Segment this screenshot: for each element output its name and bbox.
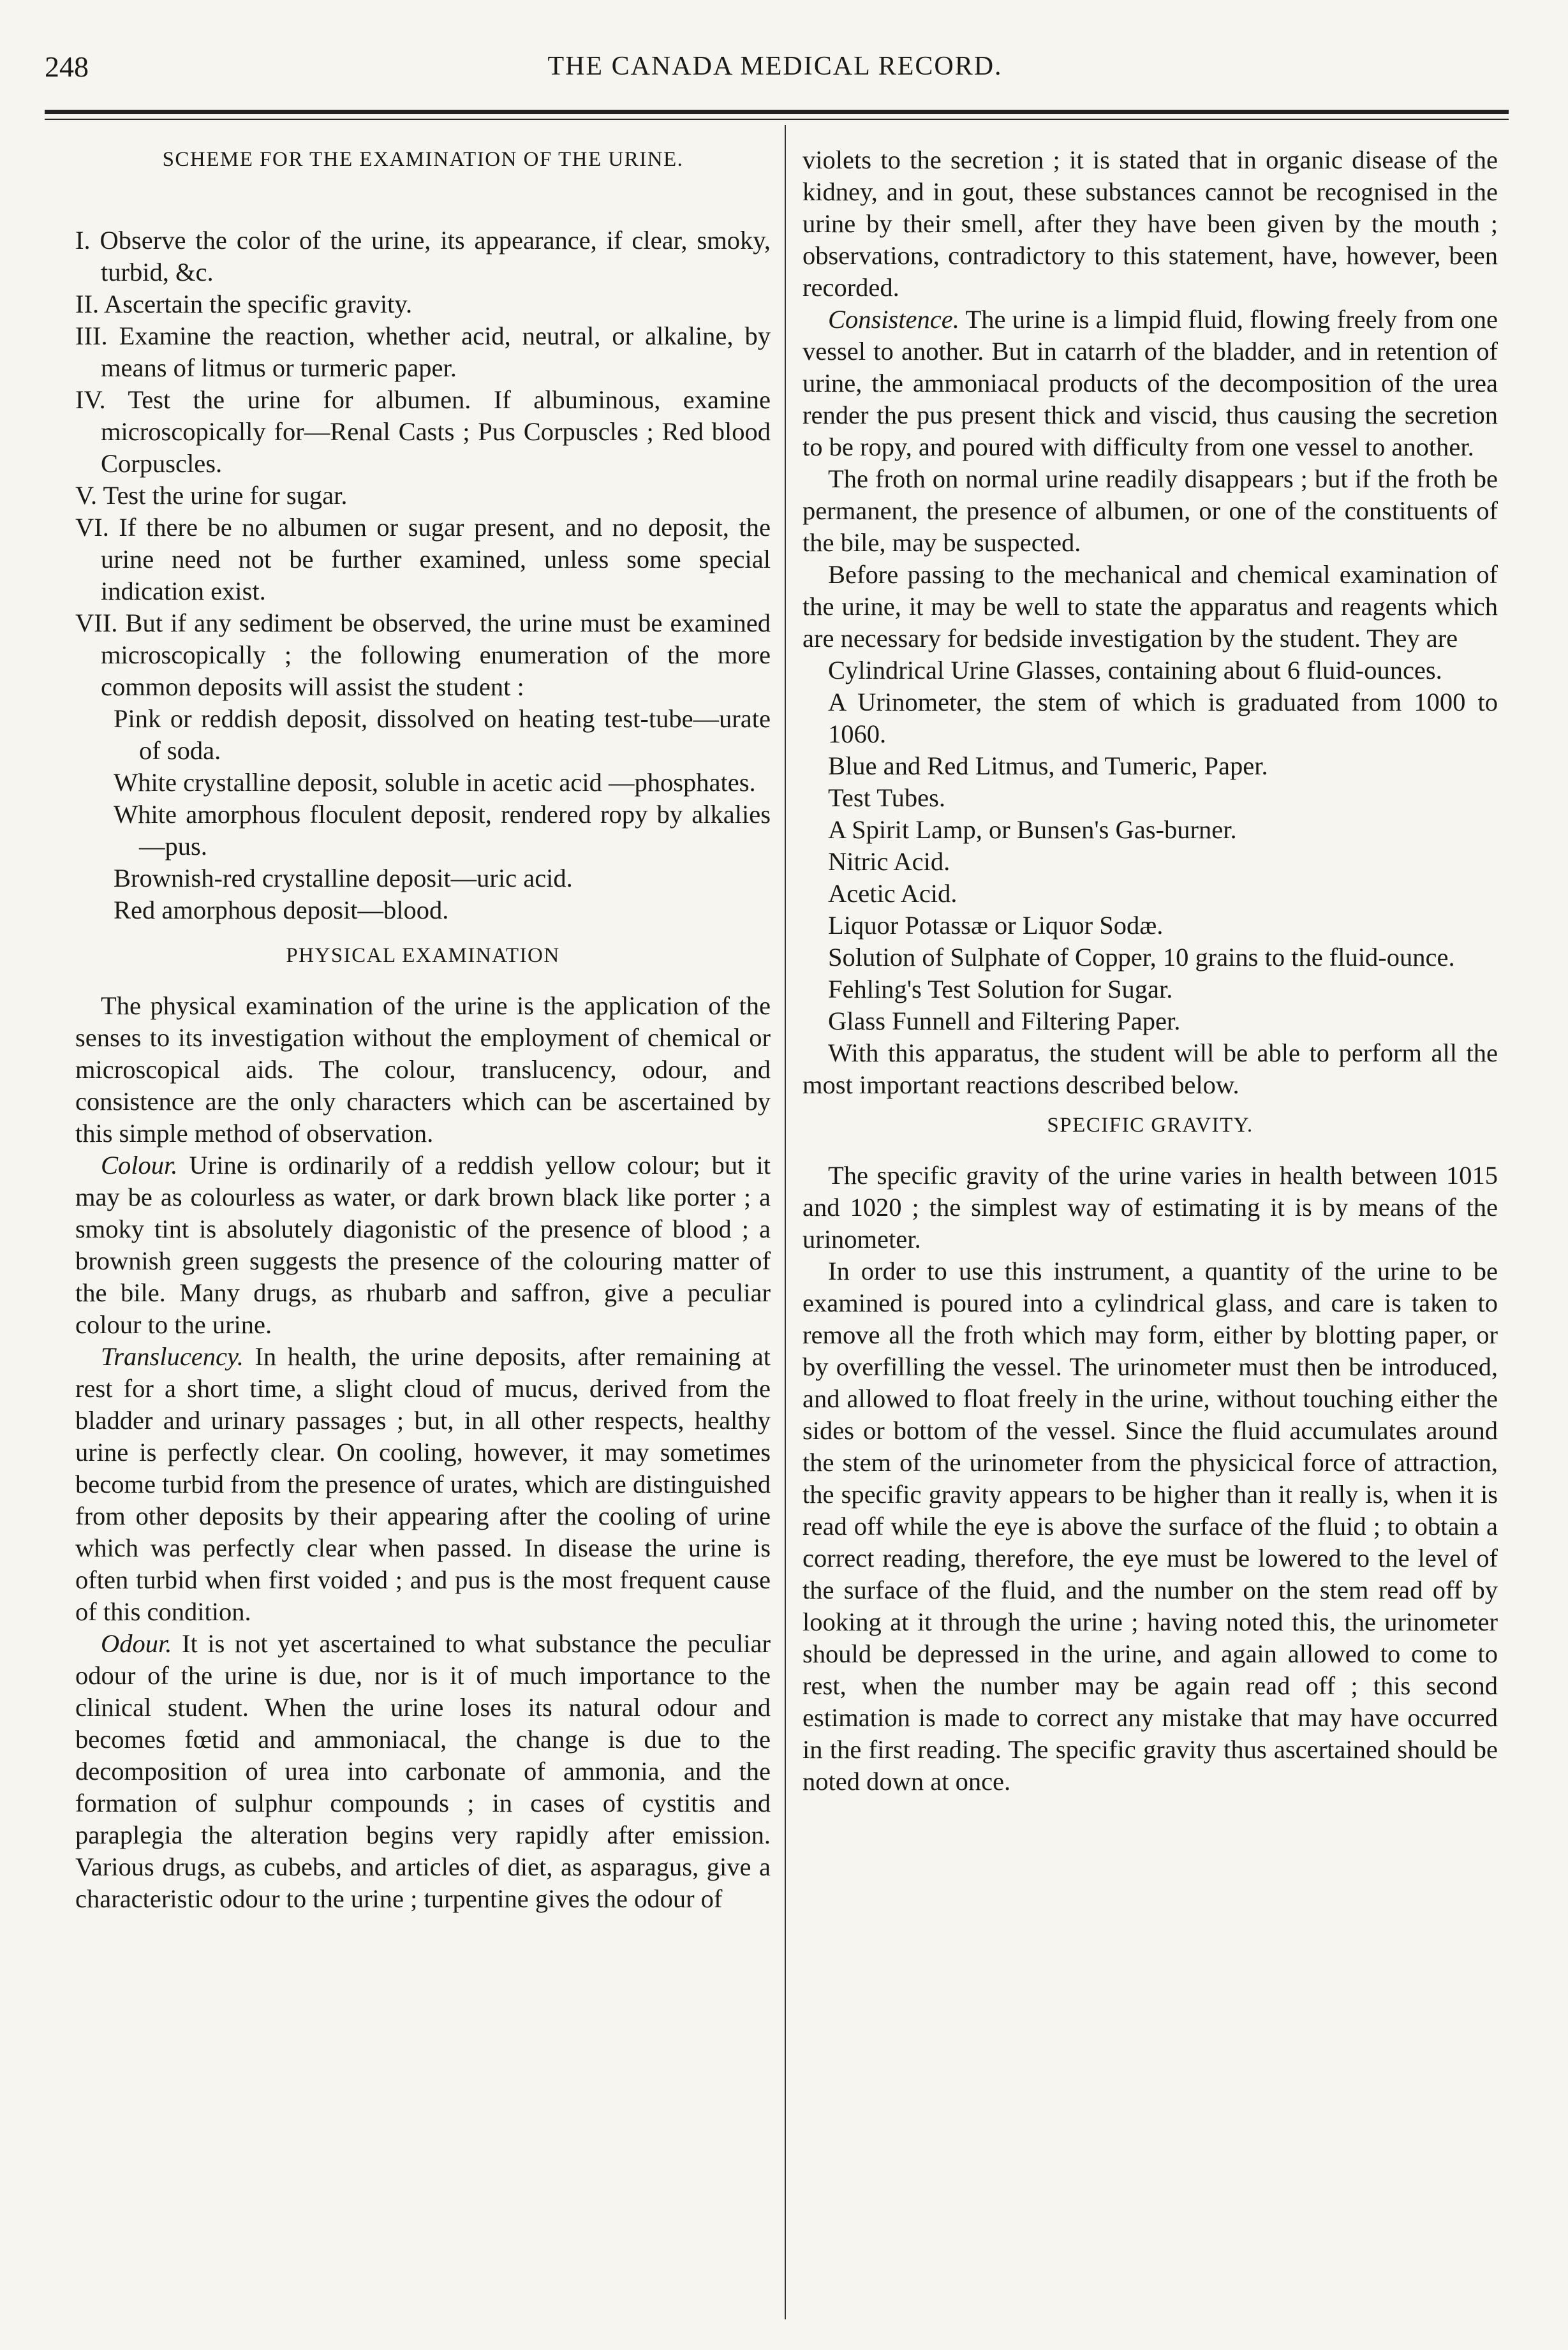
scheme-item: VII. But if any sediment be observed, the urine must be examined microscopically ; the following enumeration of the more common deposits will assist the student : (75, 609, 771, 701)
apparatus-item: Liquor Potassæ or Liquor Sodæ. (828, 911, 1164, 940)
consistence-paragraph (802, 304, 1498, 463)
header-rule-thick (45, 110, 1509, 114)
translucency-lead: Translucency. (101, 1342, 244, 1371)
deposit-item: Pink or reddish deposit, dissolved on heating test-tube—urate of soda. (114, 704, 771, 765)
deposit-item: White crystalline deposit, soluble in acetic acid —phosphates. (114, 768, 756, 797)
apparatus-item: Glass Funnell and Filtering Paper. (828, 1007, 1181, 1035)
scheme-item: II. Ascertain the specific gravity. (75, 290, 413, 318)
column-divider (785, 125, 786, 2319)
gravity-paragraph-2: In order to use this instrument, a quantity of the urine to be examined is poured into a cylindrical glass, and care is taken to remove all the froth which may form, either by blotting paper, or by overfilling the vessel. The urinometer must then be introduced, and allowed to float freely in the urine, without touching either the sides or bottom of the vessel. Since the fluid accumulates around the stem of the urinometer from the physicical force of attraction, the specific gravity appears to be higher than it really is, when it is read off while the eye is above the surface of the fluid ; to obtain a correct reading, therefore, the eye must be lowered to the level of the surface of the fluid, and the number on the stem read off by looking at it through the urine ; having noted this, the urinometer should be depressed in the urine, and again allowed to come to rest, when the number may be again read off ; this second estimation is made to correct any mistake that may have occurred in the first reading. The specific gravity thus ascertained should be noted down at once. (802, 1257, 1498, 1796)
froth-paragraph: The froth on normal urine readily disappears ; but if the froth be permanent, the presence of albumen, or one of the constituents of the bile, may be suspected. (802, 464, 1498, 557)
apparatus-item: Cylindrical Urine Glasses, containing about 6 fluid-ounces. (828, 656, 1442, 684)
apparatus-item: Fehling's Test Solution for Sugar. (828, 975, 1173, 1003)
page-number: 248 (45, 50, 89, 83)
consistence-lead: Consistence. (828, 305, 959, 334)
scheme-item: V. Test the urine for sugar. (75, 481, 348, 510)
left-column (75, 144, 771, 1915)
right-column (802, 144, 1498, 1798)
scheme-item: IV. Test the urine for albumen. If albuminous, examine microscopically for—Renal Casts ; Pus Corpuscles ; Red blood Corpuscles. (75, 385, 771, 478)
gravity-heading: SPECIFIC GRAVITY. (1047, 1114, 1254, 1137)
physical-intro: The physical examination of the urine is the application of the senses to its investigation without the employment of chemical or microscopical aids. The colour, translucency, odour, and consistence are the only characters which can be ascertained by this simple method of observation. (75, 991, 771, 1148)
colour-text: Urine is ordinarily of a reddish yellow colour; but it may be as colourless as water, or dark brown black like porter ; a smoky tint is absolutely diagonistic of the presence of blood ; a brownish green suggests the presence of the colouring matter of the bile. Many drugs, as rhubarb and saffron, give a peculiar colour to the urine. (75, 1151, 771, 1339)
colour-lead: Colour. (101, 1151, 178, 1179)
consistence-text: The urine is a limpid fluid, flowing freely from one vessel to another. But in catarrh of the bladder, and in retention of urine, the ammoniacal products of the decomposition of the urea render the pus present thick and viscid, thus causing the secretion to be ropy, and poured with difficulty from one vessel to another. (802, 305, 1498, 461)
odour-paragraph (75, 1628, 771, 1915)
apparatus-item: Acetic Acid. (828, 879, 958, 908)
deposit-item: White amorphous floculent deposit, rendered ropy by alkalies—pus. (114, 800, 771, 861)
apparatus-intro: Before passing to the mechanical and chemical examination of the urine, it may be well to state the apparatus and reagents which are necessary for bedside investigation by the student. They are (802, 560, 1498, 653)
apparatus-item: Test Tubes. (828, 783, 945, 812)
physical-heading: PHYSICAL EXAMINATION (286, 944, 560, 967)
translucency-paragraph (75, 1341, 771, 1628)
scheme-item: III. Examine the reaction, whether acid, neutral, or alkaline, by means of litmus or turmeric paper. (75, 321, 771, 382)
scheme-item: VI. If there be no albumen or sugar present, and no deposit, the urine need not be further examined, unless some special indication exist. (75, 513, 771, 605)
apparatus-item: A Spirit Lamp, or Bunsen's Gas-burner. (828, 815, 1237, 844)
running-title: THE CANADA MEDICAL RECORD. (547, 52, 1003, 81)
odour-continued: violets to the secretion ; it is stated that in organic disease of the kidney, and in gout, these substances cannot be recognised in the urine by their smell, after they have been given by the mouth ; observations, contradictory to this statement, have, however, been recorded. (802, 145, 1498, 302)
odour-text: It is not yet ascertained to what substance the peculiar odour of the urine is due, nor is it of much importance to the clinical student. When the urine loses its natural odour and becomes fœtid and ammoniacal, the change is due to the decomposition of urea into carbonate of ammonia, and the formation of sulphur compounds ; in cases of cystitis and paraplegia the alteration begins very rapidly after emission. Various drugs, as cubebs, and articles of diet, as asparagus, give a characteristic odour to the urine ; turpentine gives the odour of (75, 1629, 771, 1913)
apparatus-item: A Urinometer, the stem of which is graduated from 1000 to 1060. (828, 688, 1498, 748)
scheme-heading: SCHEME FOR THE EXAMINATION OF THE URINE. (162, 148, 684, 171)
gravity-paragraph-1: The specific gravity of the urine varies in health between 1015 and 1020 ; the simplest way of estimating it is by means of the urinometer. (802, 1161, 1498, 1253)
apparatus-item: Solution of Sulphate of Copper, 10 grains to the fluid-ounce. (828, 943, 1455, 972)
apparatus-item: Blue and Red Litmus, and Tumeric, Paper. (828, 751, 1268, 780)
deposit-item: Brownish-red crystalline deposit—uric acid. (114, 864, 573, 892)
apparatus-item: Nitric Acid. (828, 847, 950, 876)
colour-paragraph (75, 1149, 771, 1341)
scheme-item: I. Observe the color of the urine, its appearance, if clear, smoky, turbid, &c. (75, 226, 771, 286)
header-rule-thin (45, 119, 1509, 120)
deposit-item: Red amorphous deposit—blood. (114, 896, 449, 924)
translucency-text: In health, the urine deposits, after remaining at rest for a short time, a slight cloud of mucus, derived from the bladder and urinary passages ; but, in all other respects, healthy urine is perfectly clear. On cooling, however, it may sometimes become turbid from the presence of urates, which are distinguished from other deposits by their appearing after the cooling of urine which was perfectly clear when passed. In disease the urine is often turbid when first voided ; and pus is the most frequent cause of this condition. (75, 1342, 771, 1626)
odour-lead: Odour. (101, 1629, 172, 1658)
apparatus-outro: With this apparatus, the student will be able to perform all the most important reactions described below. (802, 1038, 1498, 1099)
page-header (45, 37, 1505, 88)
